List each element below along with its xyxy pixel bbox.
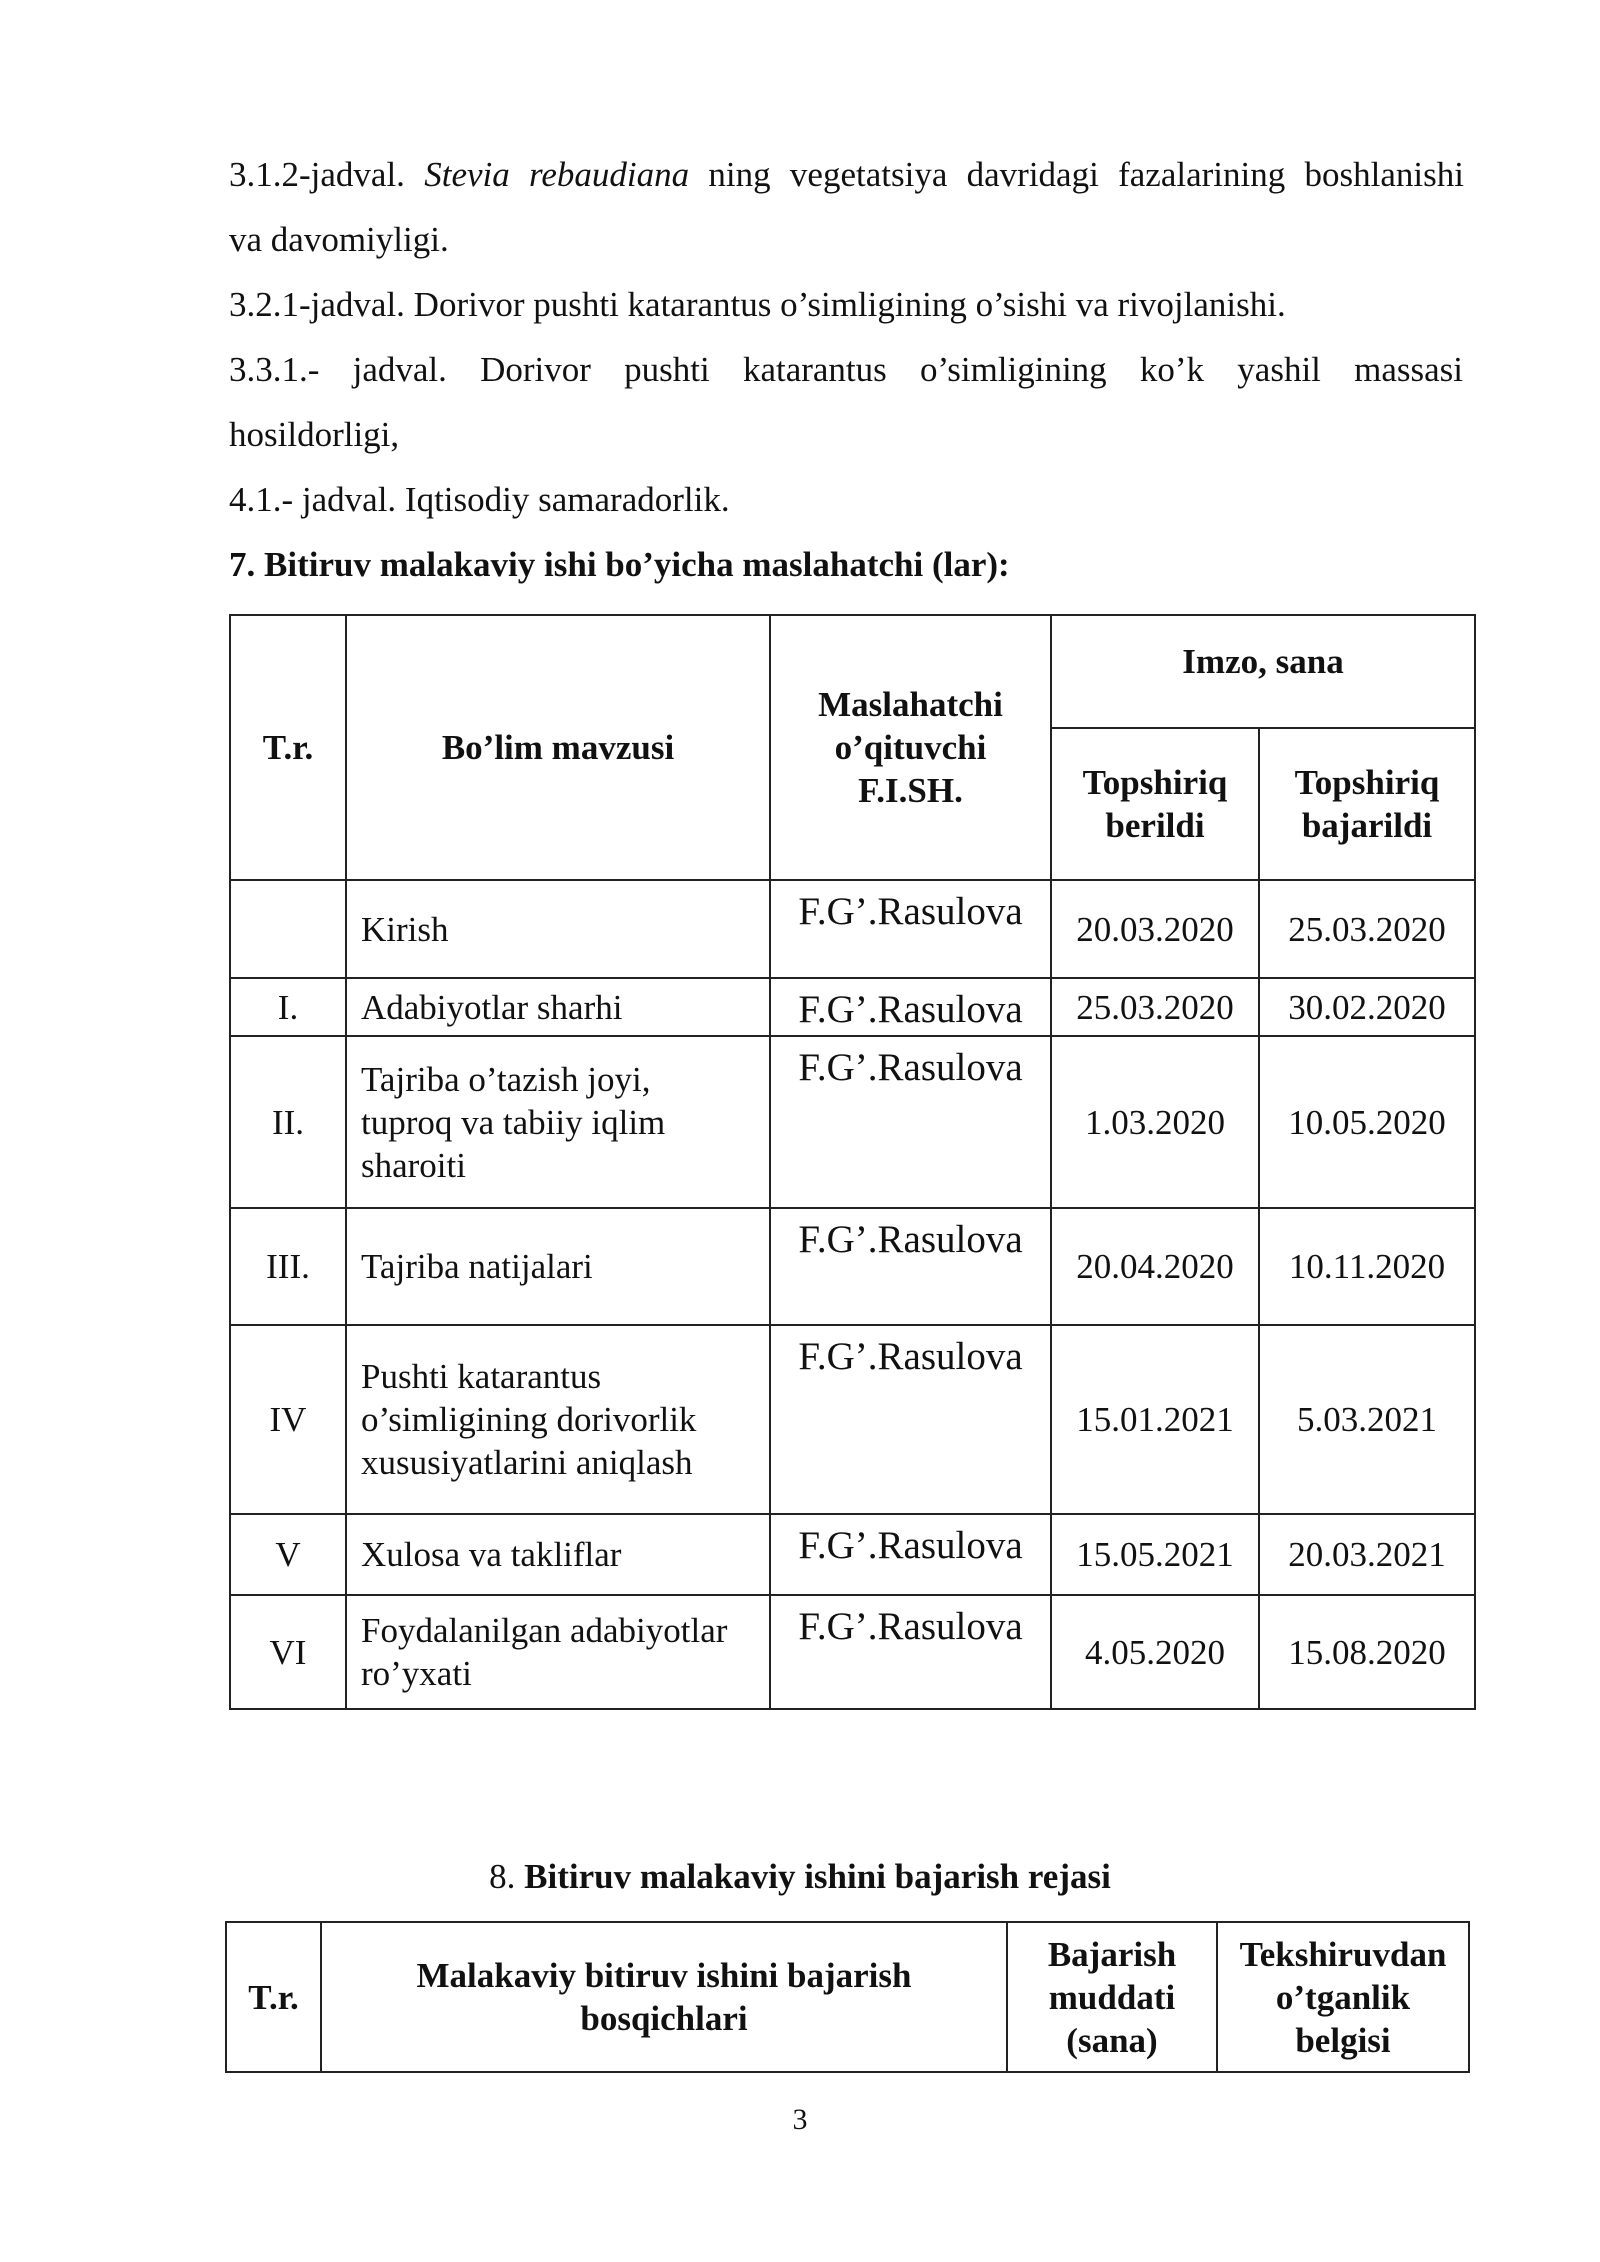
row-number: I. — [230, 978, 346, 1036]
row-date-done: 10.11.2020 — [1259, 1208, 1475, 1325]
row-number: II. — [230, 1036, 346, 1208]
row-topic-line: tuproq va tabiiy iqlim — [361, 1102, 666, 1142]
row-date-done: 25.03.2020 — [1259, 880, 1475, 978]
plan-table — [225, 1921, 1470, 2073]
header-advisor — [770, 615, 1051, 880]
table-row — [230, 880, 1475, 978]
row-date-given: 4.05.2020 — [1051, 1595, 1259, 1709]
row-topic — [346, 1208, 770, 1325]
header-given — [1051, 728, 1259, 880]
row-topic-line: ro’yxati — [361, 1654, 472, 1693]
row-advisor: F.G’.Rasulova — [770, 1208, 1051, 1325]
intro-line-4: 3.3.1.- jadval. Dorivor pushti katarantus o’simligining ko’k yashil massasi — [229, 350, 1463, 389]
plan-header-check-line-1: Tekshiruvdan — [1239, 1934, 1447, 1974]
plan-header-tr: T.r. — [226, 1922, 321, 2072]
row-topic-line: Adabiyotlar sharhi — [361, 987, 623, 1027]
row-topic-line: Tajriba o’tazish joyi, — [361, 1059, 651, 1099]
header-sign: Imzo, sana — [1051, 615, 1475, 728]
species-name: Stevia rebaudiana — [424, 155, 690, 194]
intro-line-3: 3.2.1-jadval. Dorivor pushti katarantus o’simligining o’sishi va rivojlanishi. — [229, 285, 1286, 324]
row-date-done: 5.03.2021 — [1259, 1325, 1475, 1514]
table-row — [230, 978, 1475, 1036]
row-topic-line: o’simligining dorivorlik — [361, 1400, 697, 1439]
intro-line-1-suffix: ning vegetatsiya davridagi fazalarining boshlanishi — [689, 155, 1464, 194]
intro-line-1 — [229, 155, 1464, 195]
row-advisor: F.G’.Rasulova — [770, 978, 1051, 1036]
row-topic-line: xususiyatlarini aniqlash — [361, 1443, 693, 1482]
row-topic-line: Foydalanilgan adabiyotlar — [361, 1611, 728, 1650]
row-topic-line: Kirish — [361, 909, 449, 949]
header-done-line-1: Topshiriq — [1294, 763, 1440, 802]
row-date-done: 30.02.2020 — [1259, 978, 1475, 1036]
table-row — [230, 1036, 1475, 1208]
header-advisor-line-1: Maslahatchi — [818, 685, 1003, 724]
row-date-done: 10.05.2020 — [1259, 1036, 1475, 1208]
intro-line-1-prefix: 3.1.2-jadval. — [229, 155, 425, 194]
advisors-table — [229, 614, 1476, 1710]
section-8-heading — [0, 1857, 1600, 1897]
header-done-line-2: bajarildi — [1301, 806, 1433, 845]
table-row — [230, 1325, 1475, 1514]
row-topic-line: Tajriba natijalari — [361, 1247, 593, 1286]
table-row — [230, 1595, 1475, 1709]
section-8-title: Bitiruv malakaviy ishini bajarish rejasi — [524, 1857, 1111, 1896]
row-topic — [346, 978, 770, 1036]
page-number: 3 — [792, 2103, 808, 2136]
row-topic — [346, 1595, 770, 1709]
plan-header-stages — [321, 1922, 1007, 2072]
row-date-done: 20.03.2021 — [1259, 1514, 1475, 1595]
row-advisor: F.G’.Rasulova — [770, 1595, 1051, 1709]
row-topic — [346, 1514, 770, 1595]
row-date-given: 15.05.2021 — [1051, 1514, 1259, 1595]
plan-header-stages-line-2: bosqichlari — [580, 1999, 748, 2038]
row-number: V — [230, 1514, 346, 1595]
row-advisor: F.G’.Rasulova — [770, 880, 1051, 978]
header-given-line-1: Topshiriq — [1082, 763, 1228, 802]
header-advisor-line-3: F.I.SH. — [858, 771, 963, 810]
plan-header-deadline-line-1: Bajarish — [1047, 1934, 1177, 1974]
row-topic-line: Pushti katarantus — [361, 1357, 602, 1396]
row-date-given: 20.04.2020 — [1051, 1208, 1259, 1325]
row-advisor: F.G’.Rasulova — [770, 1036, 1051, 1208]
plan-header-check — [1217, 1922, 1469, 2072]
row-date-given: 1.03.2020 — [1051, 1036, 1259, 1208]
plan-header-stages-line-1: Malakaviy bitiruv ishini bajarish — [416, 1956, 912, 1995]
header-done — [1259, 728, 1475, 880]
row-topic — [346, 1325, 770, 1514]
section-8-number: 8. — [489, 1857, 525, 1896]
plan-header-deadline — [1007, 1922, 1217, 2072]
table-row — [230, 1514, 1475, 1595]
row-number: VI — [230, 1595, 346, 1709]
row-date-given: 20.03.2020 — [1051, 880, 1259, 978]
row-topic — [346, 880, 770, 978]
row-topic-line: sharoiti — [361, 1145, 466, 1185]
header-advisor-line-2: o’qituvchi — [834, 728, 987, 767]
table-row — [230, 1208, 1475, 1325]
intro-line-5: hosildorligi, — [229, 415, 400, 454]
row-date-given: 15.01.2021 — [1051, 1325, 1259, 1514]
row-topic — [346, 1036, 770, 1208]
row-advisor: F.G’.Rasulova — [770, 1325, 1051, 1514]
plan-header-check-line-3: belgisi — [1295, 2020, 1391, 2060]
row-topic-line: Xulosa va takliflar — [361, 1535, 622, 1574]
row-date-done: 15.08.2020 — [1259, 1595, 1475, 1709]
header-tr: T.r. — [230, 615, 346, 880]
header-given-line-2: berildi — [1105, 806, 1205, 845]
advisors-table-body — [230, 880, 1475, 1709]
plan-header-check-line-2: o’tganlik — [1275, 1977, 1411, 2017]
plan-header-deadline-line-3: (sana) — [1066, 2020, 1158, 2060]
plan-header-deadline-line-2: muddati — [1048, 1977, 1176, 2017]
header-topic: Bo’lim mavzusi — [346, 615, 770, 880]
row-number: III. — [230, 1208, 346, 1325]
intro-line-2: va davomiyligi. — [229, 220, 449, 259]
row-number: IV — [230, 1325, 346, 1514]
row-number — [230, 880, 346, 978]
intro-line-6: 4.1.- jadval. Iqtisodiy samaradorlik. — [229, 480, 730, 519]
row-date-given: 25.03.2020 — [1051, 978, 1259, 1036]
row-advisor: F.G’.Rasulova — [770, 1514, 1051, 1595]
section-7-heading: 7. Bitiruv malakaviy ishi bo’yicha maslahatchi (lar): — [229, 545, 1010, 584]
